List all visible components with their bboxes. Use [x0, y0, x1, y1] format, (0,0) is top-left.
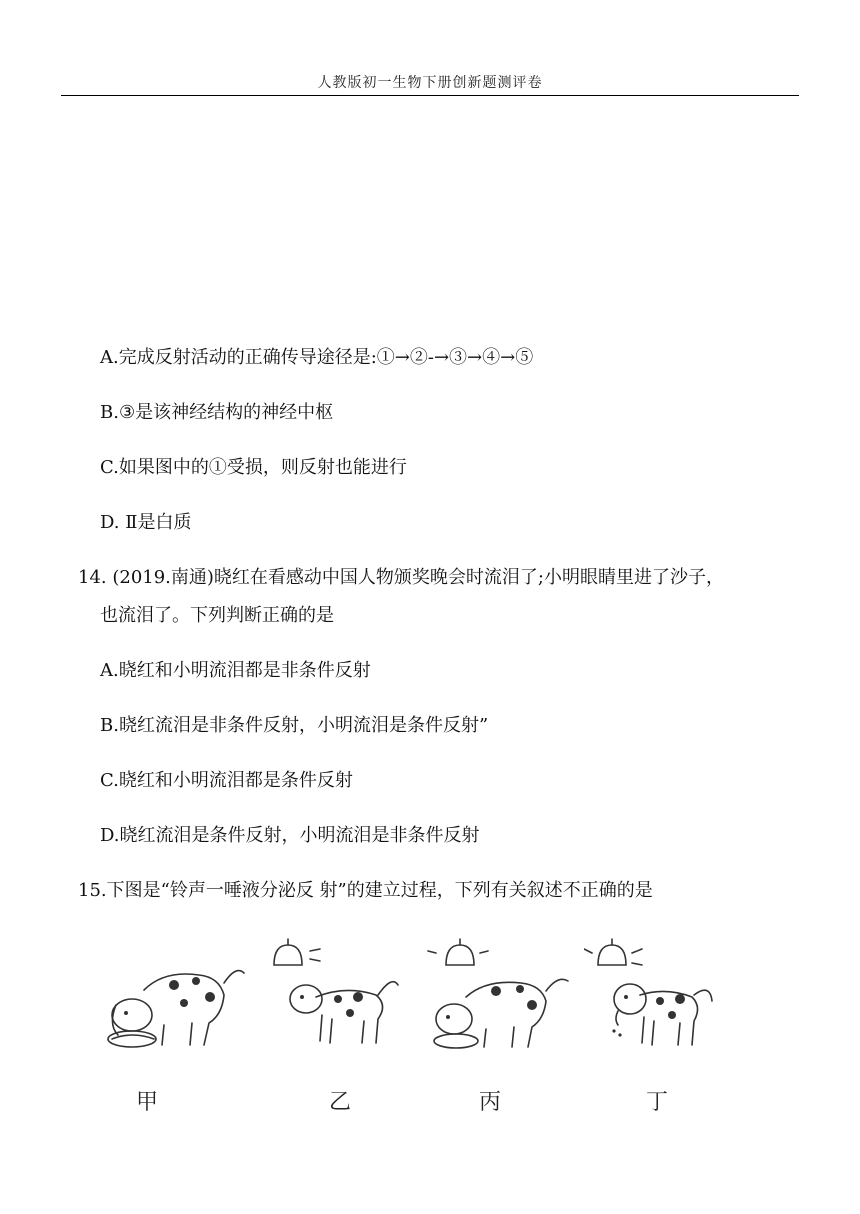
figure-label-jia: 甲	[136, 1090, 159, 1115]
figure-label-yi: 乙	[329, 1090, 352, 1115]
q14-option-c: C.晓红和小明流泪都是条件反射	[100, 770, 353, 791]
panel-ding-bell-salivating	[584, 935, 734, 1055]
figure-label-ding: 丁	[646, 1090, 669, 1115]
panel-yi-bell-only	[266, 935, 416, 1055]
q13-option-d: D. Ⅱ是白质	[100, 512, 192, 533]
bell-salivating-dog-illustration	[584, 935, 734, 1055]
q13-option-a: A.完成反射活动的正确传导途径是:①→②-→③→④→⑤	[100, 347, 534, 368]
page-header-title: 人教版初一生物下册创新题测评卷	[317, 75, 543, 91]
figure-label-bing: 丙	[479, 1090, 502, 1115]
q14-stem-line1: 14. (2019.南通)晓红在看感动中国人物颁奖晚会时流泪了;小明眼睛里进了沙子，	[78, 567, 724, 588]
q15-stem: 15.下图是“铃声一唾液分泌反 射”的建立过程，下列有关叙述不正确的是	[78, 880, 653, 901]
q14-option-d: D.晓红流泪是条件反射，小明流泪是非条件反射	[100, 825, 480, 846]
panel-jia-dog-eating	[104, 935, 254, 1055]
q14-stem-line2: 也流泪了。下列判断正确的是	[100, 605, 334, 626]
header-divider	[61, 95, 799, 96]
panel-bing-bell-and-food	[426, 935, 576, 1055]
bell-dog-illustration	[266, 935, 416, 1055]
bell-food-dog-illustration	[426, 935, 576, 1055]
q14-option-b: B.晓红流泪是非条件反射，小明流泪是条件反射”	[100, 715, 489, 736]
dog-eating-illustration	[104, 935, 254, 1055]
q14-option-a: A.晓红和小明流泪都是非条件反射	[100, 660, 371, 681]
conditioning-figure	[96, 935, 746, 1115]
q13-option-c: C.如果图中的①受损，则反射也能进行	[100, 457, 407, 478]
q13-option-b: B.③是该神经结构的神经中枢	[100, 402, 334, 423]
